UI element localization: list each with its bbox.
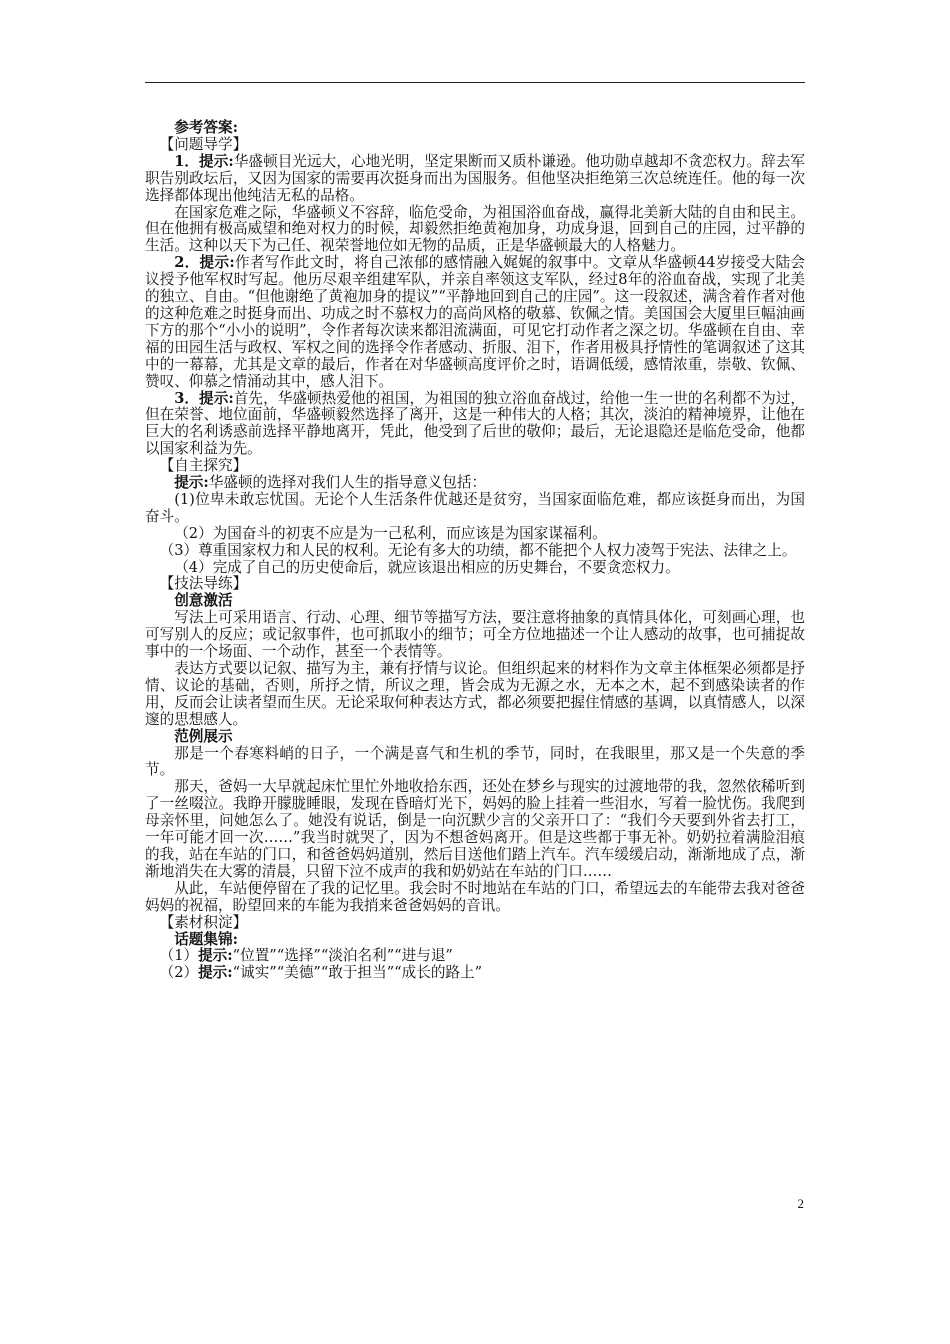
paragraph: 那天，爸妈一大早就起床忙里忙外地收拾东西，还处在梦乡与现实的过渡地带的我，忽然依稀听到了一丝啜泣。我睁开朦胧睡眼，发现在昏暗灯光下，妈妈的脸上挂着一些泪水，写着一脸忧伤。我爬到母亲怀里，问她怎么了。她没有说话，倒是一向沉默少言的父亲开口了：“我们今天要到外省去打工，一年可能才回一次……”我当时就哭了，因为不想爸妈离开。但是这些都于事无补。奶奶拉着满脸泪痕的我，站在车站的门口，和爸爸妈妈道别，然后目送他们踏上汽车。汽车缓缓启动，渐渐地成了点，渐渐地消失在大雾的清晨，只留下泣不成声的我和奶奶站在车站的门口…… bbox=[145, 778, 805, 880]
paragraph: 提示:华盛顿的选择对我们人生的指导意义包括： bbox=[174, 474, 487, 492]
topic-item: （1）提示:“位置”“选择”“淡泊名利”“进与退” bbox=[159, 947, 453, 965]
hint-label: 提示: bbox=[198, 947, 233, 965]
paragraph: 那是一个春寒料峭的日子，一个满是喜气和生机的季节，同时，在我眼里，那又是一个失意的季节。 bbox=[145, 744, 805, 779]
paragraph: 在国家危难之际，华盛顿义不容辞，临危受命，为祖国浴血奋战，赢得北美新大陆的自由和民主。但在他拥有极高威望和绝对权力的时候，却毅然拒绝黄袍加身，功成身退，回到自己的庄园，过平静的生活。这种以天下为己任、视荣誉地位如无物的品质，正是华盛顿最大的人格魅力。 bbox=[145, 203, 805, 255]
list-item: （4）完成了自己的历史使命后，就应该退出相应的历史舞台，不要贪恋权力。 bbox=[174, 558, 680, 576]
subheading-huati: 话题集锦: bbox=[174, 930, 238, 948]
topic-item: （2）提示:“诚实”“美德”“敢于担当”“成长的路上” bbox=[159, 964, 483, 982]
paragraph: 写法上可采用语言、行动、心理、细节等描写方法，要注意将抽象的真情具体化，可刻画心理，也可写别人的反应；或记叙事件，也可抓取小的细节；可全方位地描述一个让人感动的故事，也可捕捉故事中的一个场面、一个动作，甚至一个表情等。 bbox=[145, 609, 805, 661]
subheading-chuangyi: 创意激活 bbox=[174, 592, 233, 610]
page-number: 2 bbox=[797, 1196, 804, 1211]
subheading-fanli: 范例展示 bbox=[174, 727, 233, 745]
hint-label: 1．提示: bbox=[174, 152, 234, 170]
paragraph: 表达方式要以记叙、描写为主，兼有抒情与议论。但组织起来的材料作为文章主体框架必须都是抒情、议论的基础，否则，所抒之情，所议之理，皆会成为无源之水，无本之木，起不到感染读者的作用，反而会让读者望而生厌。无论采取何种表达方式，都必须要把握住情感的基调，以真情感人，以深邃的思想感人。 bbox=[145, 660, 805, 728]
list-item: (1)位卑未敢忘忧国。无论个人生活条件优越还是贫穷，当国家面临危难，都应该挺身而出，为国奋斗。 bbox=[145, 490, 805, 525]
list-item: （2）为国奋斗的初衷不应是为一己私利，而应该是为国家谋福利。 bbox=[174, 524, 607, 542]
answer-title: 参考答案: bbox=[174, 119, 238, 136]
paragraph: 3．提示:首先，华盛顿热爱他的祖国，为祖国的独立浴血奋战过，给他一生一世的名利都不为过，但在荣誉、地位面前，华盛顿毅然选择了离开，这是一种伟大的人格；其次，淡泊的精神境界，让他在巨大的名利诱惑前选择平静地离开，凭此，他受到了后世的敬仰；最后，无论退隐还是临危受命，他都以国家利益为先。 bbox=[145, 389, 805, 458]
paragraph: 2．提示:作者写作此文时，将自己浓郁的感情融入娓娓的叙事中。文章从华盛顿44岁接受大陆会议授予他军权时写起。他历尽艰辛组建军队，并亲自率领这支军队，经过8年的浴血奋战，实现了北美的独立、自由。“但他谢绝了黄袍加身的提议”“平静地回到自己的庄园”。这一段叙述，满含着作者对他的这种危难之时挺身而出、功成之时不慕权力的高尚风格的敬慕、钦佩之情。美国国会大厦里巨幅油画下方的那个“小小的说明”，令作者每次读来都泪流满面，可见它打动作者之深之切。华盛顿在自由、幸福的田园生活与政权、军权之间的选择令作者感动、折服、泪下，作者用极具抒情性的笔调叙述了这其中的一幕幕，尤其是文章的最后，作者在对华盛顿高度评价之时，语调低缓，感情浓重，崇敬、钦佩、赞叹、仰慕之情涌动其中，感人泪下。 bbox=[145, 254, 805, 390]
paragraph: 从此，车站便停留在了我的记忆里。我会时不时地站在车站的门口，希望远去的车能带去我对爸爸妈妈的祝福，盼望回来的车能为我捎来爸爸妈妈的音讯。 bbox=[145, 879, 805, 914]
hint-label: 3．提示: bbox=[174, 389, 234, 407]
hint-label: 提示: bbox=[174, 474, 209, 492]
section-heading-wenti: 【问题导学】 bbox=[159, 135, 248, 153]
list-item: （3）尊重国家权力和人民的权利。无论有多大的功绩，都不能把个人权力凌驾于宪法、法律之上。 bbox=[159, 541, 797, 559]
header-rule bbox=[145, 82, 805, 83]
hint-label: 2．提示: bbox=[174, 254, 235, 272]
hint-label: 提示: bbox=[198, 964, 233, 982]
section-heading-zizhu: 【自主探究】 bbox=[159, 457, 248, 475]
section-heading-jifa: 【技法导练】 bbox=[159, 575, 248, 593]
section-heading-sucai: 【素材积淀】 bbox=[159, 913, 248, 931]
paragraph: 1．提示:华盛顿目光远大，心地光明，坚定果断而又质朴谦逊。他功勋卓越却不贪恋权力。辞去军职告别政坛后，又因为国家的需要再次挺身而出为国服务。但他坚决拒绝第三次总统连任。他的每一次选择都体现出他纯洁无私的品格。 bbox=[145, 152, 805, 204]
document-body bbox=[145, 120, 805, 982]
